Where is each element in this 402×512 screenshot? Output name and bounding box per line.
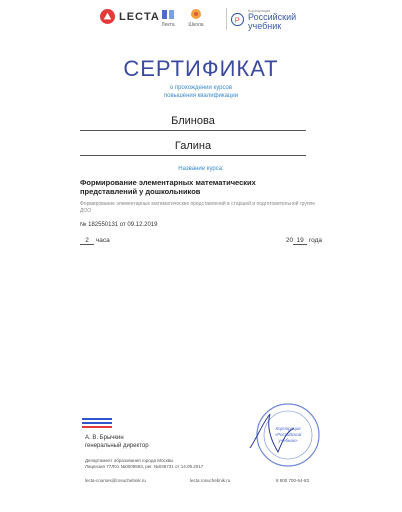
rosuchebnik-corp: Корпорация <box>248 8 271 13</box>
lecta-logo-icon <box>100 9 115 24</box>
hours-value: 2 <box>80 237 94 245</box>
hours-label: часа <box>95 237 110 244</box>
certificate-number: № 182550131 от 09.12.2019 <box>80 222 158 228</box>
course-title: Формирование элементарных математических представлений у дошкольников <box>80 178 256 196</box>
partner-logo-1-text: Лекта <box>161 22 175 28</box>
lecta-logo-text: LECTA <box>119 10 160 23</box>
signatory-block <box>85 434 149 450</box>
stamp-text-3: учебник» <box>278 438 298 443</box>
department-block <box>85 458 203 470</box>
recipient-name: Галина <box>80 140 306 156</box>
rosuchebnik-line1: Российский <box>248 12 297 22</box>
certificate-subtitle <box>0 84 402 100</box>
hours-line <box>80 237 110 245</box>
signatory-name: А. В. Брычкин <box>85 435 124 441</box>
partner-logo-2 <box>187 8 205 28</box>
stamp-text-2: «Российский <box>274 432 302 437</box>
partner-logo-1 <box>160 9 176 28</box>
partner-logo-2-text: Школа <box>188 22 204 28</box>
certificate-subtitle-line2: повышения квалификации <box>163 93 239 99</box>
official-stamp <box>248 402 322 468</box>
stamp-text-1: Корпорация <box>275 426 301 431</box>
department-line1: Департамент образования города Москвы <box>85 458 174 463</box>
lecta-logo <box>100 9 160 24</box>
decorative-stripes <box>82 418 112 430</box>
rosuchebnik-icon <box>231 12 244 27</box>
year-label: года <box>308 237 322 244</box>
partner-2-icon <box>187 8 205 20</box>
certificate-title: СЕРТИФИКАТ <box>123 56 279 81</box>
year-line <box>286 237 322 245</box>
svg-text:Р: Р <box>234 15 240 25</box>
partner-1-icon <box>160 9 176 20</box>
rosuchebnik-line2: учебник <box>248 21 282 31</box>
rosuchebnik-logo <box>231 8 296 31</box>
department-line2: Лицензия 77Л01 №0009583, рег. №038731 от 14.09.2017 <box>85 464 204 469</box>
footer-phone: 8 800 700-64-83 <box>276 478 310 483</box>
recipient-surname: Блинова <box>80 115 306 131</box>
course-label: Название курса: <box>178 166 224 172</box>
year-prefix: 20 <box>285 237 294 244</box>
footer-email[interactable]: lecta-courses@rosuchebnik.ru <box>85 478 146 483</box>
header-divider <box>226 8 227 30</box>
footer-site[interactable]: lecta.rosuchebnik.ru <box>190 478 231 483</box>
signatory-position: генеральный директор <box>85 443 149 449</box>
course-description: Формирование элементарных математических представлений в старшей и подготовительной группе ДОО <box>80 201 316 214</box>
certificate-subtitle-line1: о прохождении курсов <box>169 85 233 91</box>
year-value: 19 <box>293 237 307 245</box>
